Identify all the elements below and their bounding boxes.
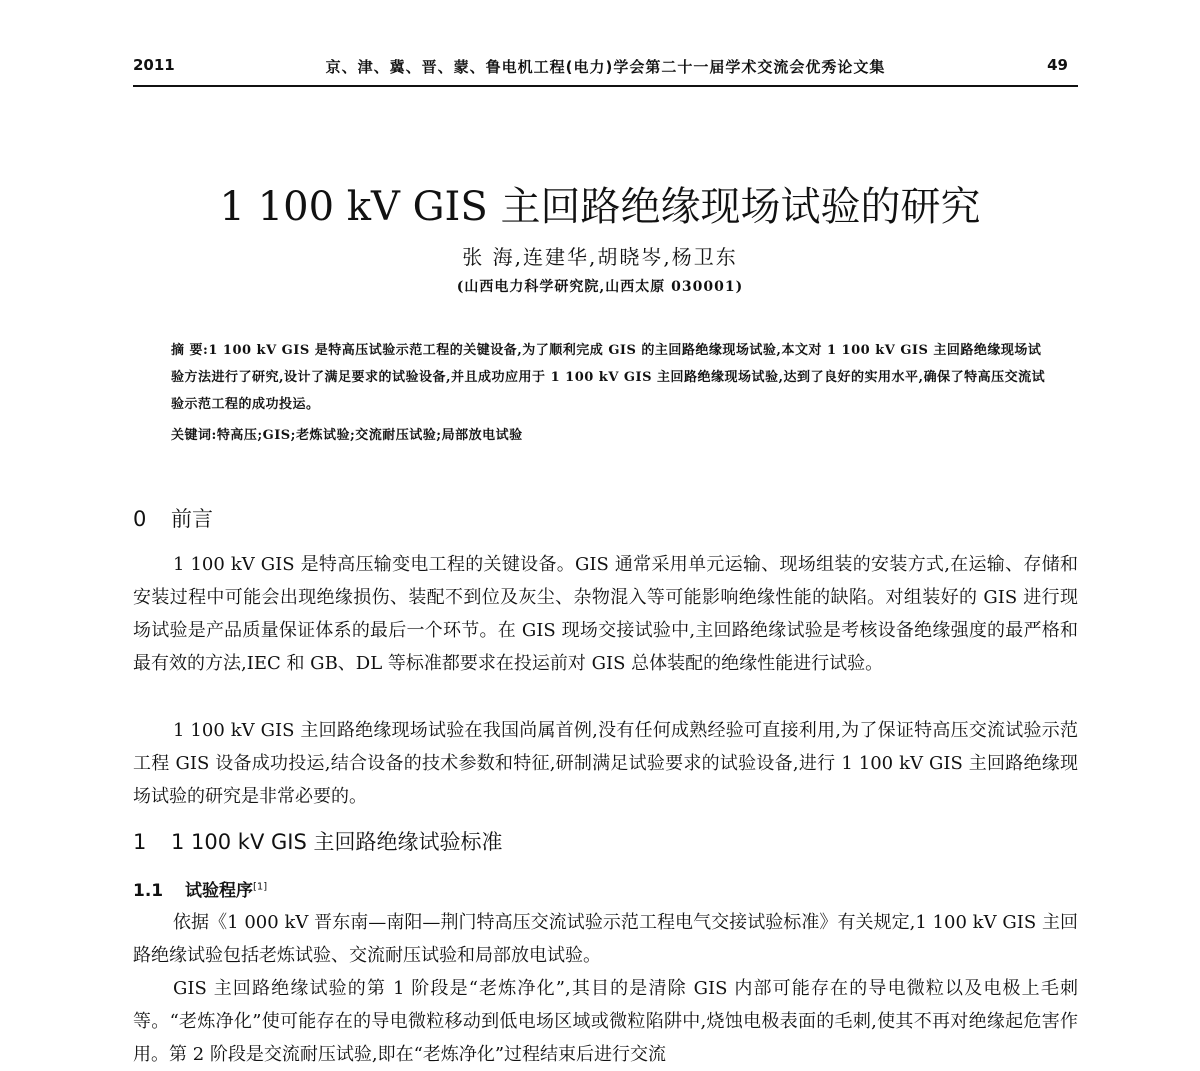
header-page-number: 49 (1047, 56, 1068, 74)
subsection-number: 1.1 (133, 881, 164, 901)
section-title: 前言 (171, 507, 213, 531)
abstract-label: 摘 要: (171, 343, 209, 358)
body-paragraph: 依据《1 000 kV 晋东南—南阳—荆门特高压交流试验示范工程电气交接试验标准》有关规定,1 100 kV GIS 主回路绝缘试验包括老炼试验、交流耐压试验和局部放电试验。 (133, 912, 1078, 966)
body-paragraph: GIS 主回路绝缘试验的第 1 阶段是“老炼净化”,其目的是清除 GIS 内部可能存在的导电微粒以及电极上毛刺等。“老炼净化”使可能存在的导电微粒移动到低电场区域或微粒陷阱中,烧蚀电极表面的毛刺,使其不再对绝缘起危害作用。第 2 阶段是交流耐压试验,即在“老炼净化”过程结束后进行交流 (133, 978, 1078, 1065)
keywords-text: 特高压;GIS;老炼试验;交流耐压试验;局部放电试验 (216, 428, 523, 443)
section-heading-introduction (133, 503, 213, 533)
subsection-heading-procedure (133, 876, 267, 901)
section-number: 0 (133, 507, 147, 531)
section-number: 1 (133, 830, 147, 854)
header-rule (133, 85, 1078, 87)
header-journal-title: 京、津、冀、晋、蒙、鲁电机工程(电力)学会第二十一届学术交流会优秀论文集 (325, 58, 886, 76)
body-paragraph: 1 100 kV GIS 主回路绝缘现场试验在我国尚属首例,没有任何成熟经验可直接利用,为了保证特高压交流试验示范工程 GIS 设备成功投运,结合设备的技术参数和特征,研制满足试验要求的试验设备,进行 1 100 kV GIS 主回路绝缘现场试验的研究是非常必要的。 (133, 720, 1078, 807)
citation-ref: [1] (253, 881, 268, 893)
abstract-text: 1 100 kV GIS 是特高压试验示范工程的关键设备,为了顺利完成 GIS 的主回路绝缘现场试验,本文对 1 100 kV GIS 主回路绝缘现场试验方法进行了研究,设计了满足要求的试验设备,并且成功应用于 1 100 kV GIS 主回路绝缘现场试验,达到了良好的实用水平,确保了特高压交流试验示范工程的成功投运。 (171, 343, 1046, 412)
authors: 张 海,连建华,胡晓岑,杨卫东 (462, 245, 738, 269)
paper-title: 1 100 kV GIS 主回路绝缘现场试验的研究 (219, 183, 981, 230)
section-title: 1 100 kV GIS 主回路绝缘试验标准 (171, 830, 503, 854)
abstract (171, 337, 1051, 418)
keywords (171, 424, 1051, 443)
affiliation: (山西电力科学研究院,山西太原 030001) (456, 279, 744, 295)
header-year: 2011 (133, 56, 175, 74)
subsection-title: 试验程序 (185, 881, 253, 901)
section-heading-standards (133, 826, 502, 856)
body-paragraph: 1 100 kV GIS 是特高压输变电工程的关键设备。GIS 通常采用单元运输、现场组装的安装方式,在运输、存储和安装过程中可能会出现绝缘损伤、装配不到位及灰尘、杂物混入等可能影响绝缘性能的缺陷。对组装好的 GIS 进行现场试验是产品质量保证体系的最后一个环节。在 GIS 现场交接试验中,主回路绝缘试验是考核设备绝缘强度的最严格和最有效的方法,IEC 和 GB、DL 等标准都要求在投运前对 GIS 总体装配的绝缘性能进行试验。 (133, 554, 1078, 674)
keywords-label: 关键词: (171, 428, 217, 443)
running-header (133, 54, 1078, 80)
